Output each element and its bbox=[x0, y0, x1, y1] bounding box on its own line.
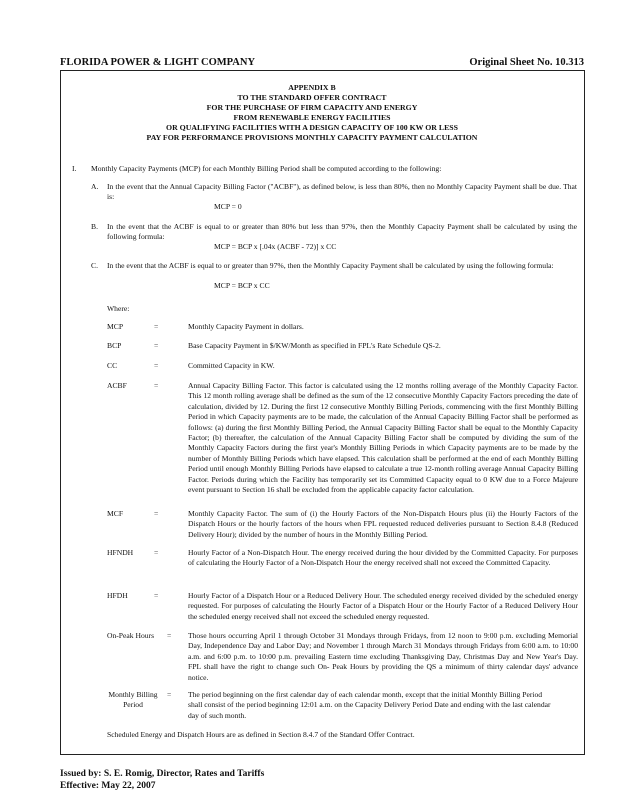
section-number: I. bbox=[72, 164, 77, 173]
closing-note: Scheduled Energy and Dispatch Hours are as defined in Section 8.4.7 of the Standard Offer Contract. bbox=[107, 730, 415, 739]
term-on-peak-hours: On-Peak Hours bbox=[107, 631, 155, 640]
term-hfdh: HFDH bbox=[107, 591, 128, 600]
appendix-title bbox=[0, 83, 624, 143]
term-hfndh: HFNDH bbox=[107, 548, 134, 557]
term-cc: CC bbox=[107, 361, 118, 370]
definition-monthly-billing-period: The period beginning on the first calendar day of each calendar month, except that the initial Monthly Billing Period shall consist of the period beginning 12:01 a.m. on the Capacity Delivery Period Date and ending with the last calendar day of such month. bbox=[188, 690, 551, 720]
item-letter-a: A. bbox=[91, 182, 99, 191]
title-line: TO THE STANDARD OFFER CONTRACT bbox=[237, 93, 387, 102]
definition-cc: Committed Capacity in KW. bbox=[188, 361, 275, 370]
term-equals: = bbox=[167, 631, 172, 640]
section-intro: Monthly Capacity Payments (MCP) for each Monthly Billing Period shall be computed according to the following: bbox=[91, 164, 442, 173]
item-a-text: In the event that the Annual Capacity Billing Factor ("ACBF"), as defined below, is less than 80%, then no Monthly Capacity Payment shall be due. That is: bbox=[107, 182, 577, 202]
definition-acbf: Annual Capacity Billing Factor. This factor is calculated using the 12 months rolling average of the Monthly Capacity Factor. This 12 month rolling average shall be defined as the sum of the 12 consecutive Monthly Capacity Factors preceding the date of calculation, divided by 12. During the first 12 consecutive Monthly Billing Periods, commencing with the first Monthly Billing Period in which Capacity payments are to be made, the calculation of the Annual Capacity Billing Factor shall be performed as follows: (a) during the first Monthly Billing Period, the Annual Capacity Billing Factor shall be equal to the Monthly Capacity Factor; (b) thereafter, the calculation of the Annual Capacity Billing Factor shall be computed by dividing the sum of the Monthly Capacity Factors during the first year's Monthly Billing Periods in which Capacity payments are to be made by the number of Monthly Billing Periods which have elapsed. This calculation shall be performed at the end of each Monthly Billing Period until enough Monthly Billing Periods have elapsed to calculate a true 12-month rolling average Annual Capacity Billing Factor. Periods during which the Facility has temporarily set its Committed Capacity equal to 0 KW due to a Force Majeure event pursuant to Section 16 shall be excluded from the applicable capacity factor calculation. bbox=[188, 381, 578, 495]
company-name: FLORIDA POWER & LIGHT COMPANY bbox=[60, 57, 256, 68]
term-equals: = bbox=[154, 322, 159, 331]
effective-date: Effective: May 22, 2007 bbox=[60, 781, 156, 791]
term-mcf: MCF bbox=[107, 509, 124, 518]
item-letter-c: C. bbox=[91, 261, 98, 270]
definition-mcf: Monthly Capacity Factor. The sum of (i) the Hourly Factors of the Non-Dispatch Hours plus (ii) the Hourly Factors of the Dispatch Hours or the hourly factors of the hours when FPL requested reduced deliveries pursuant to Section 8.4.8 (Reduced Delivery Hour); divided by the number of hours in the Monthly Billing Period. bbox=[188, 509, 578, 539]
term-equals: = bbox=[154, 361, 159, 370]
title-line: PAY FOR PERFORMANCE PROVISIONS MONTHLY CAPACITY PAYMENT CALCULATION bbox=[146, 133, 478, 142]
definition-hfdh: Hourly Factor of a Dispatch Hour or a Reduced Delivery Hour. The scheduled energy received divided by the scheduled energy requested. For purposes of calculating the Hourly Factor of a Dispatch Hour or the Hourly Factor of a Reduced Delivery Hour the scheduled energy received shall not exceed the scheduled energy requested. bbox=[188, 591, 578, 621]
definition-mcp: Monthly Capacity Payment in dollars. bbox=[188, 322, 304, 331]
term-equals: = bbox=[154, 591, 159, 600]
where-label: Where: bbox=[107, 304, 130, 313]
formula-a: MCP = 0 bbox=[214, 202, 242, 211]
formula-c: MCP = BCP x CC bbox=[214, 281, 270, 290]
issued-by: Issued by: S. E. Romig, Director, Rates and Tariffs bbox=[60, 769, 265, 779]
definition-on-peak-hours: Those hours occurring April 1 through October 31 Mondays through Fridays, from 12 noon to 9:00 p.m. excluding Memorial Day, Independence Day and Labor Day; and November 1 through March 31 Mondays through Fridays from 6:00 a.m. to 10:00 a.m. and 6:00 p.m. to 10:00 p.m. prevailing Eastern time excluding Thanksgiving Day, Christmas Day and New Year's Day. FPL shall have the right to change such On- Peak Hours by providing the QS a minimum of thirty calendar days' advance notice. bbox=[188, 631, 578, 682]
title-line: APPENDIX B bbox=[288, 83, 336, 92]
item-c-text: In the event that the ACBF is equal to or greater than 97%, then the Monthly Capacity Payment shall be calculated by using the following formula: bbox=[107, 261, 554, 270]
term-monthly-billing-period: Monthly Billing Period bbox=[108, 690, 158, 710]
term-equals: = bbox=[154, 548, 159, 557]
title-line: FOR THE PURCHASE OF FIRM CAPACITY AND ENERGY bbox=[206, 103, 418, 112]
term-acbf: ACBF bbox=[107, 381, 127, 390]
sheet-number: Original Sheet No. 10.313 bbox=[469, 57, 584, 68]
term-equals: = bbox=[167, 690, 172, 699]
definition-hfndh: Hourly Factor of a Non-Dispatch Hour. The energy received during the hour divided by the Committed Capacity. For purposes of calculating the Hourly Factor of a Non-Dispatch Hour the energy received shall not exceed the Committed Capacity. bbox=[188, 548, 578, 568]
formula-b: MCP = BCP x [.04x (ACBF - 72)] x CC bbox=[214, 242, 337, 251]
term-mcp: MCP bbox=[107, 322, 124, 331]
item-letter-b: B. bbox=[91, 222, 98, 231]
item-b-text: In the event that the ACBF is equal to or greater than 80% but less than 97%, then the Monthly Capacity Payment shall be calculated by using the following formula: bbox=[107, 222, 577, 242]
term-equals: = bbox=[154, 341, 159, 350]
definition-bcp: Base Capacity Payment in $/KW/Month as specified in FPL's Rate Schedule QS-2. bbox=[188, 341, 441, 350]
title-line: OR QUALIFYING FACILITIES WITH A DESIGN CAPACITY OF 100 KW OR LESS bbox=[166, 123, 458, 132]
term-bcp: BCP bbox=[107, 341, 122, 350]
term-equals: = bbox=[154, 509, 159, 518]
term-equals: = bbox=[154, 381, 159, 390]
title-line: FROM RENEWABLE ENERGY FACILITIES bbox=[233, 113, 391, 122]
